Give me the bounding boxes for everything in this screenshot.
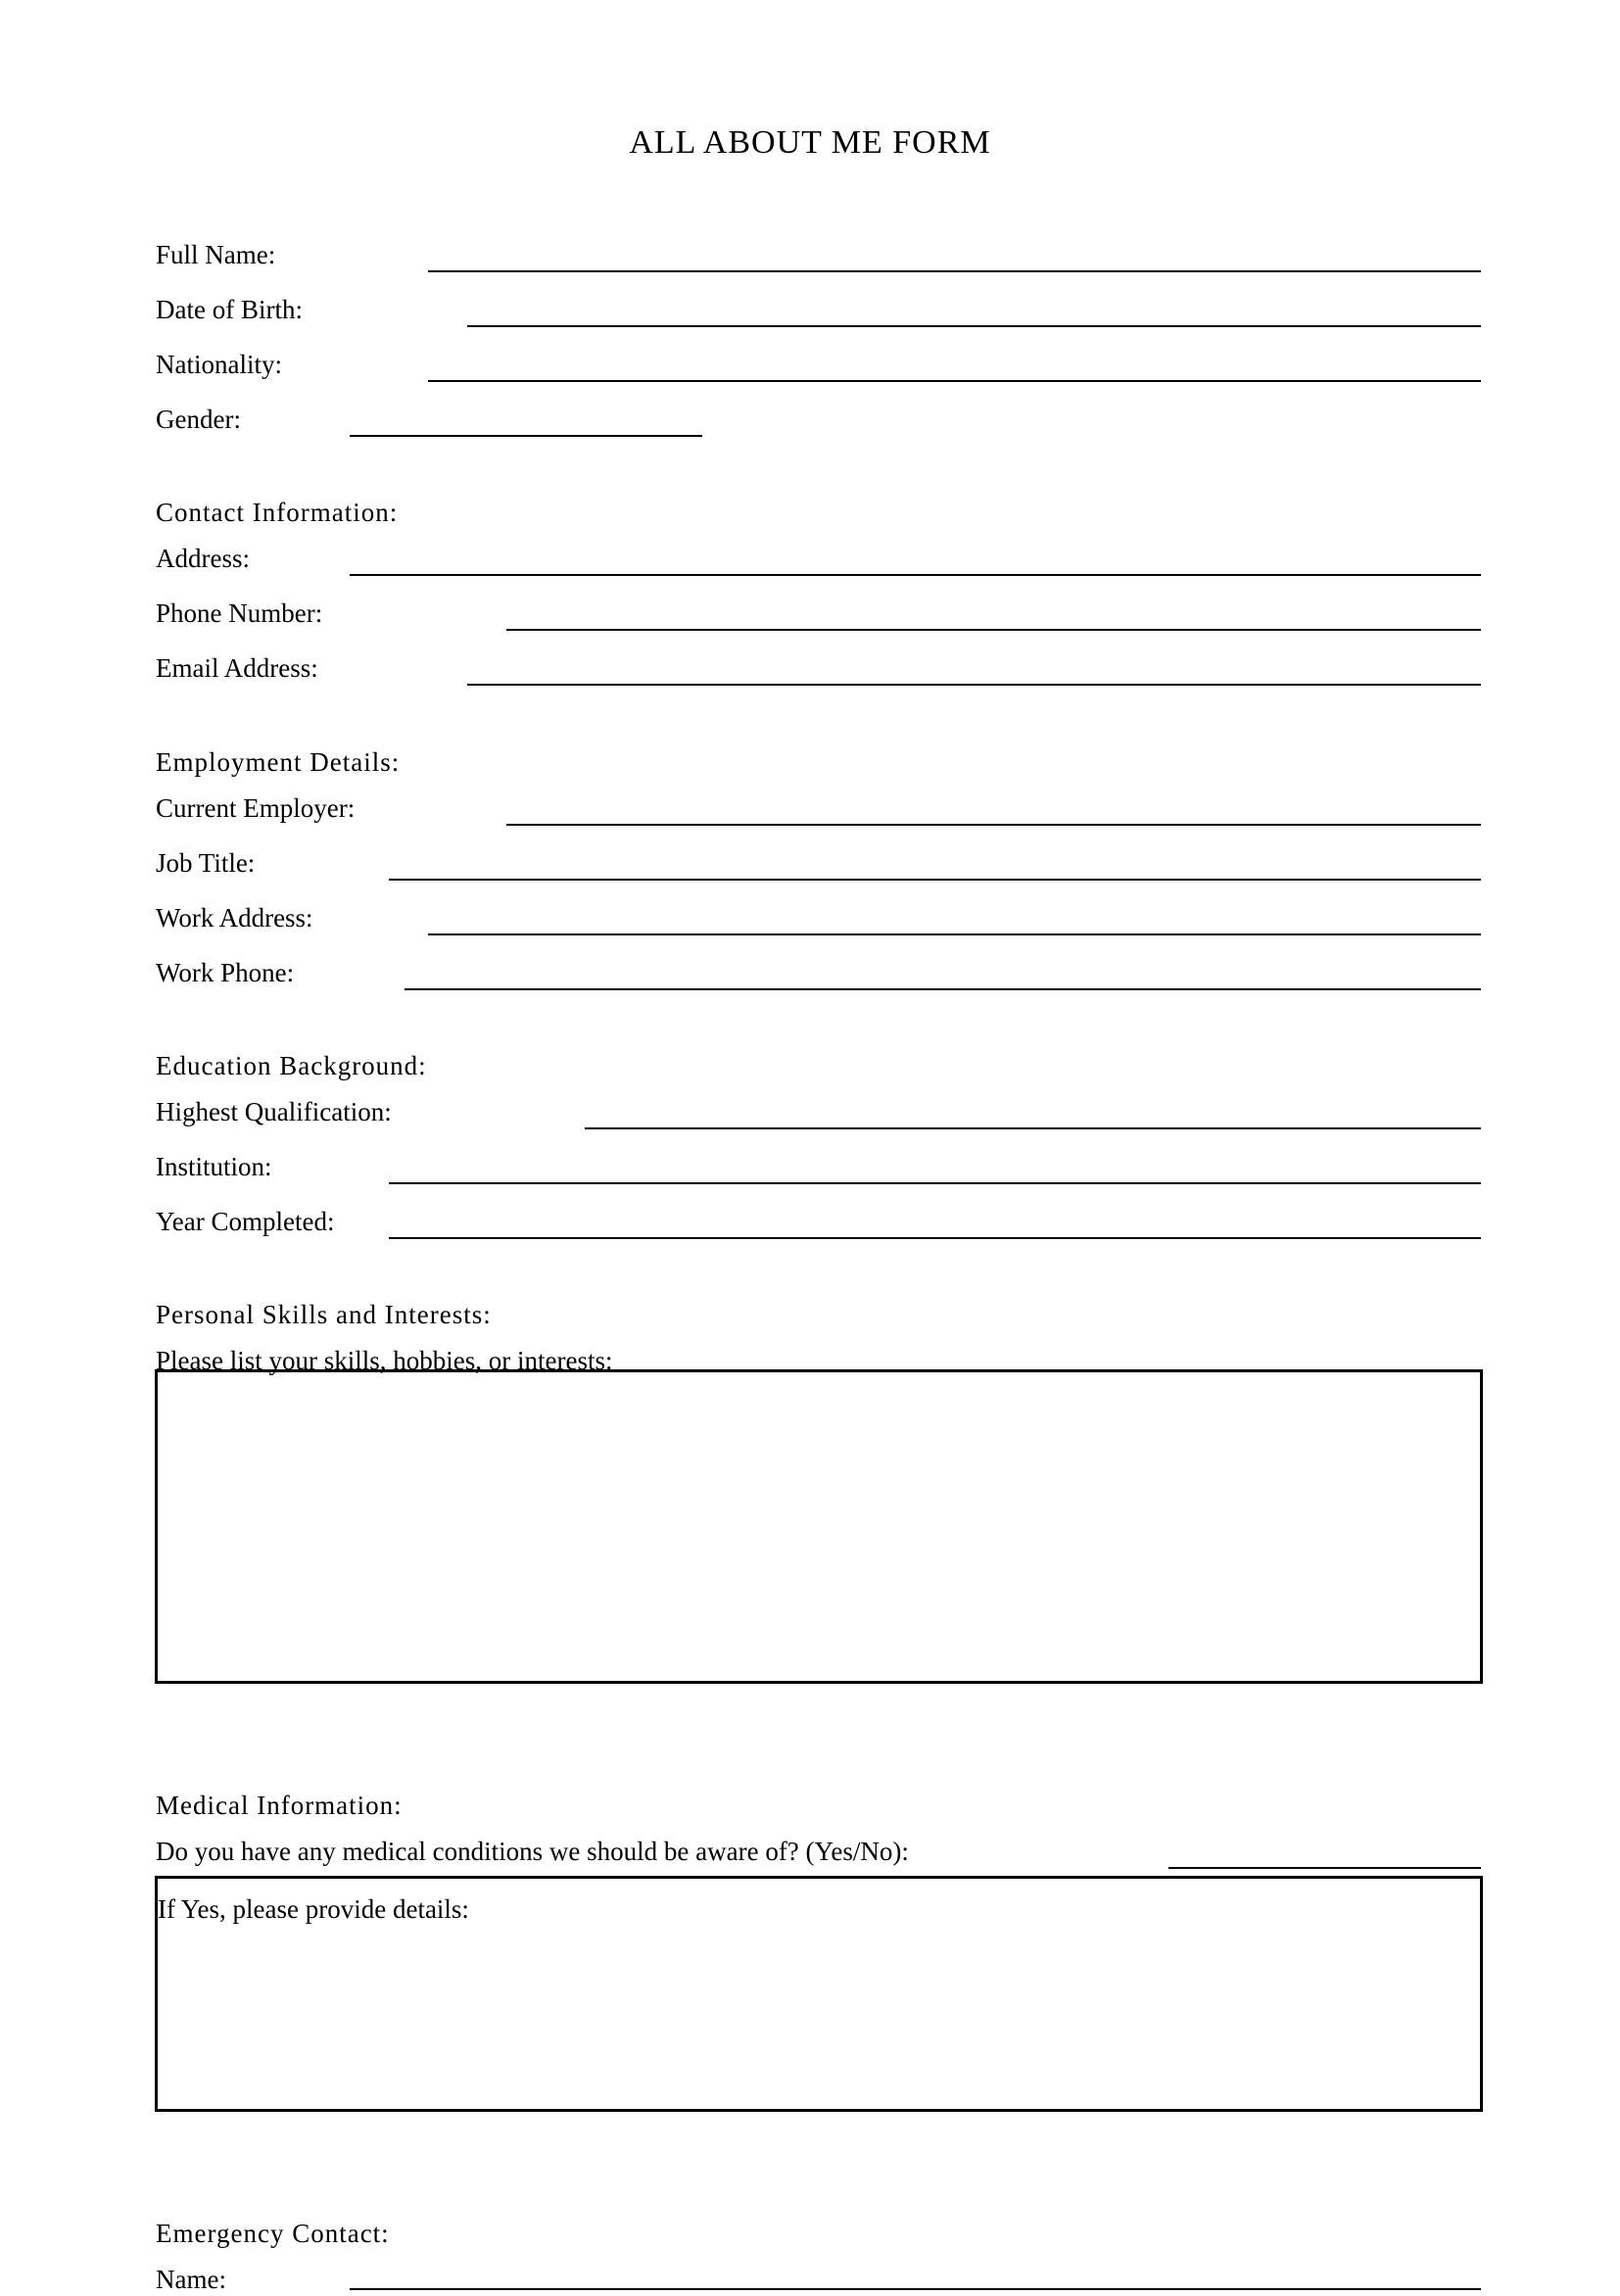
phone-number-field[interactable] [506,629,1481,631]
emergency-name-label: Name: [156,2265,226,2294]
highest-qualification-field[interactable] [585,1127,1481,1129]
full-name-label: Full Name: [156,240,276,269]
form-title: ALL ABOUT ME FORM [629,124,991,161]
education-heading: Education Background: [156,1051,427,1080]
nationality-label: Nationality: [156,350,282,379]
highest-qualification-label: Highest Qualification: [156,1097,392,1126]
employment-heading: Employment Details: [156,747,401,777]
year-completed-label: Year Completed: [156,1207,335,1236]
contact-heading: Contact Information: [156,498,399,527]
emergency-name-field[interactable] [350,2288,1481,2290]
medical-question: Do you have any medical conditions we should be aware of? (Yes/No): [156,1837,909,1866]
work-phone-label: Work Phone: [156,958,295,987]
date-of-birth-label: Date of Birth: [156,295,303,324]
work-phone-field[interactable] [405,988,1481,990]
work-address-label: Work Address: [156,903,313,933]
medical-heading: Medical Information: [156,1791,403,1820]
date-of-birth-field[interactable] [467,325,1481,327]
current-employer-field[interactable] [506,824,1481,826]
current-employer-label: Current Employer: [156,793,356,823]
skills-textarea[interactable] [155,1369,1483,1684]
job-title-field[interactable] [389,879,1481,881]
full-name-field[interactable] [428,270,1481,272]
medical-details-prompt: If Yes, please provide details: [158,1894,469,1924]
work-address-field[interactable] [428,933,1481,935]
skills-heading: Personal Skills and Interests: [156,1300,492,1329]
address-field[interactable] [350,574,1481,576]
medical-yes-no-field[interactable] [1168,1867,1481,1869]
phone-number-label: Phone Number: [156,598,323,628]
emergency-heading: Emergency Contact: [156,2219,390,2248]
nationality-field[interactable] [428,380,1481,382]
email-address-label: Email Address: [156,653,318,683]
institution-field[interactable] [389,1182,1481,1184]
address-label: Address: [156,544,250,573]
gender-label: Gender: [156,405,241,434]
job-title-label: Job Title: [156,848,256,878]
institution-label: Institution: [156,1152,272,1181]
email-address-field[interactable] [467,684,1481,686]
year-completed-field[interactable] [389,1237,1481,1239]
skills-prompt: Please list your skills, hobbies, or interests: [156,1346,613,1375]
medical-details-textarea[interactable] [155,1876,1483,2112]
gender-field[interactable] [350,435,702,437]
